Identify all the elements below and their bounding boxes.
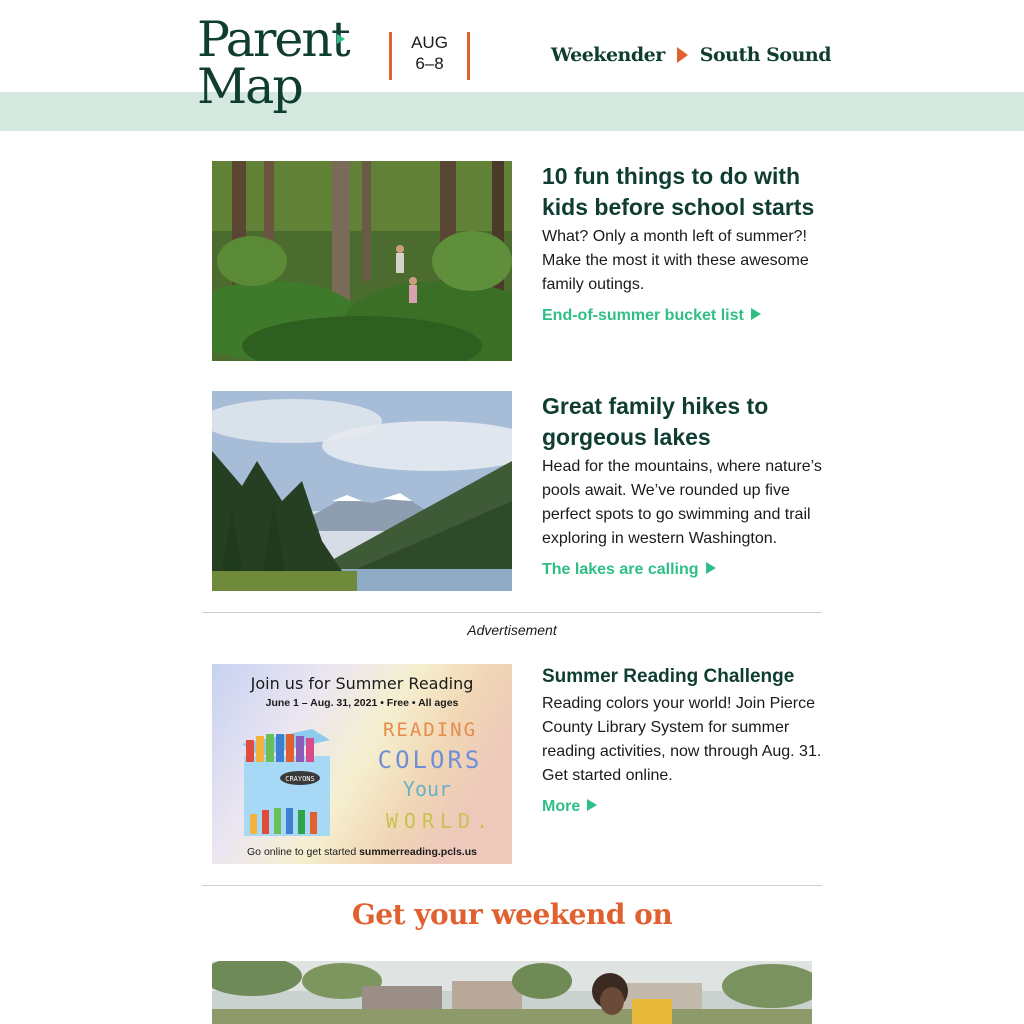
date-badge (389, 32, 470, 80)
article-description: Head for the mountains, where nature’s pools await. We’ve rounded up five perfect spots to go swimming and trail exploring in western Washington. (542, 458, 822, 547)
triangle-right-icon (677, 47, 688, 63)
article-title[interactable]: Great family hikes to gorgeous lakes (542, 393, 769, 450)
article-body (542, 391, 824, 591)
mountain-lake-photo[interactable] (212, 391, 512, 591)
summer-reading-ad-image[interactable] (212, 664, 512, 864)
triangle-right-icon (587, 799, 597, 811)
breadcrumb (551, 44, 831, 66)
ad-art-line-3: Your (402, 777, 452, 801)
ad-art-line-2: COLORS (377, 746, 483, 774)
more-link-label: More (542, 798, 581, 815)
more-link[interactable] (542, 798, 597, 816)
article-link-label: The lakes are calling (542, 561, 699, 578)
ad-description: Reading colors your world! Join Pierce County Library System for summer reading activities, now through Aug. 31. Get started online. (542, 695, 822, 784)
ad-dates: June 1 – Aug. 31, 2021 • Free • All ages (265, 697, 459, 709)
article-link-label: End-of-summer bucket list (542, 307, 744, 324)
date-month: AUG (411, 33, 448, 52)
logo-line-2: Map (197, 58, 302, 115)
parentmap-logo[interactable] (197, 11, 357, 115)
article-description: What? Only a month left of summer?! Make the most it with these awesome family outings. (542, 228, 809, 293)
header-band (0, 92, 1024, 131)
advertisement-card (212, 664, 824, 864)
divider (202, 612, 822, 613)
ad-footer-url: summerreading.pcls.us (359, 846, 477, 858)
header (0, 0, 1024, 115)
ad-title[interactable]: Summer Reading Challenge (542, 666, 795, 687)
article-title[interactable]: 10 fun things to do with kids before school starts (542, 163, 815, 220)
ad-art-line-4: WORLD. (385, 809, 495, 833)
article-link[interactable] (542, 307, 761, 325)
ad-art-line-1: READING (382, 719, 478, 741)
article-link[interactable] (542, 561, 716, 579)
article-body (542, 161, 824, 361)
weekend-photo[interactable] (212, 961, 812, 1024)
triangle-right-icon (706, 562, 716, 574)
advertisement-label: Advertisement (467, 622, 557, 638)
section-heading: Get your weekend on (351, 898, 673, 931)
article-card (212, 161, 824, 361)
nav-south-sound[interactable]: South Sound (699, 44, 831, 66)
play-icon (337, 34, 345, 44)
ad-footer (247, 846, 477, 858)
ad-footer-prefix: Go online to get started (247, 846, 360, 858)
nav-weekender[interactable]: Weekender (550, 44, 665, 66)
article-card (212, 391, 824, 591)
triangle-right-icon (751, 308, 761, 320)
date-range: 6–8 (415, 54, 444, 73)
logo-line-1: Parent (197, 11, 349, 68)
forest-kids-photo[interactable] (212, 161, 512, 361)
article-body (542, 664, 824, 864)
crayon-label: CRAYONS (285, 775, 315, 783)
divider (202, 885, 822, 886)
ad-headline: Join us for Summer Reading (250, 674, 474, 693)
